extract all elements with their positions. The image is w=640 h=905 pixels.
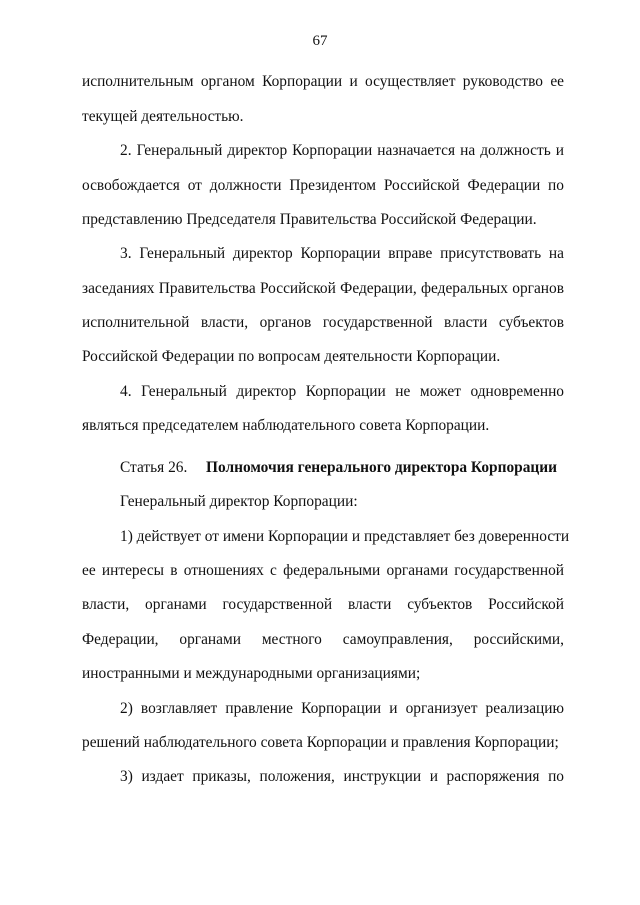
article-heading (120, 459, 564, 477)
text-line: освобождается от должности Президентом Российской Федерации по (82, 177, 564, 194)
page-number: 67 (312, 33, 328, 49)
text-line: исполнительным органом Корпорации и осуществляет руководство ее (82, 73, 564, 90)
text-line: власти, органами государственной власти субъектов Российской (82, 596, 564, 613)
text-line: текущей деятельностью. (82, 108, 244, 125)
text-line: представлению Председателя Правительства Российской Федерации. (82, 211, 537, 228)
text-line: 2. Генеральный директор Корпорации назначается на должность и (120, 142, 564, 159)
text-line: иностранными и международными организациями; (82, 665, 421, 682)
text-line: Федерации, органами местного самоуправления, российскими, (82, 631, 564, 648)
text-line: 2) возглавляет правление Корпорации и организует реализацию (120, 700, 564, 717)
article-number: Статья 26. (120, 459, 188, 476)
text-line: Генеральный директор Корпорации: (120, 493, 358, 510)
text-line: 4. Генеральный директор Корпорации не может одновременно (120, 383, 564, 400)
text-line: Российской Федерации по вопросам деятельности Корпорации. (82, 348, 501, 365)
text-line: решений наблюдательного совета Корпорации и правления Корпорации; (82, 734, 559, 751)
text-line: исполнительной власти, органов государственной власти субъектов (82, 314, 564, 331)
text-line: 1) действует от имени Корпорации и представляет без доверенности (120, 528, 570, 545)
text-line: являться председателем наблюдательного совета Корпорации. (82, 417, 490, 434)
article-title: Полномочия генерального директора Корпорации (206, 459, 557, 476)
text-line: ее интересы в отношениях с федеральными органами государственной (82, 562, 564, 579)
text-line: 3) издает приказы, положения, инструкции и распоряжения по (120, 768, 564, 785)
text-line: заседаниях Правительства Российской Федерации, федеральных органов (82, 280, 564, 297)
text-line: 3. Генеральный директор Корпорации вправе присутствовать на (120, 245, 564, 262)
